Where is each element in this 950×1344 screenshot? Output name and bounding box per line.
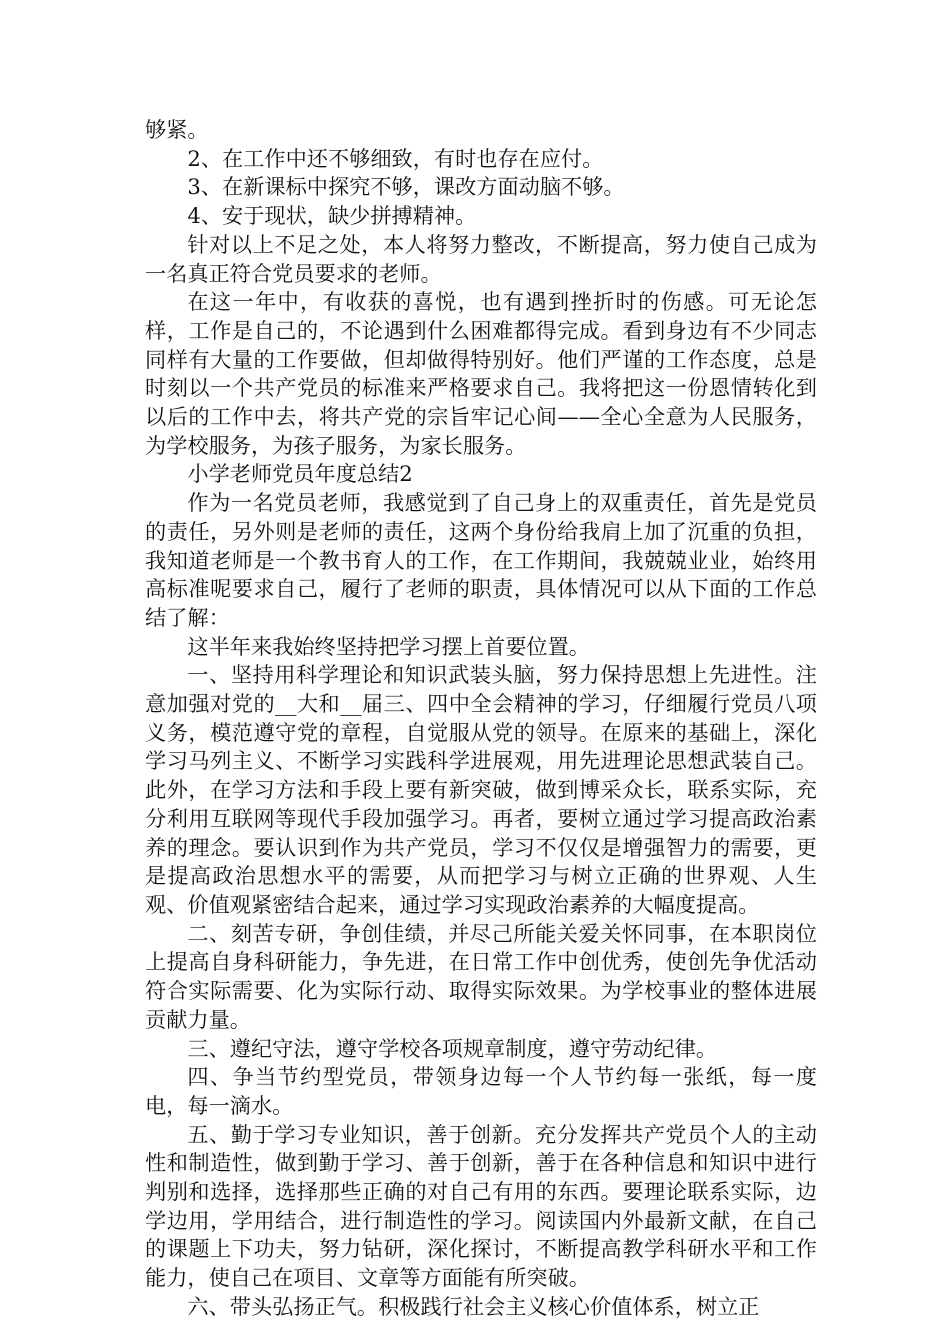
paragraph-study-priority: 这半年来我始终坚持把学习摆上首要位置。 [187, 633, 590, 659]
paragraph-item-2: 2、在工作中还不够细致，有时也存在应付。 [187, 145, 604, 171]
document-body [145, 116, 817, 1322]
paragraph-improvement: 针对以上不足之处，本人将努力整改，不断提高，努力使自己成为一名真正符合党员要求的老师。 [145, 231, 817, 286]
paragraph-reflection: 在这一年中，有收获的喜悦，也有遇到挫折时的伤感。可无论怎样，工作是自己的，不论遇到什么困难都得完成。看到身边有不少同志同样有大量的工作要做，但却做得特别好。他们严谨的工作态度，总是时刻以一个共产党员的标准来严格要求自己。我将把这一份恩情转化到以后的工作中去，将共产党的宗旨牢记心间——全心全意为人民服务，为学校服务，为孩子服务，为家长服务。 [145, 289, 817, 458]
paragraph-point-3: 三、遵纪守法，遵守学校各项规章制度，遵守劳动纪律。 [187, 1035, 718, 1061]
paragraph-item-3: 3、在新课标中探究不够，课改方面动脑不够。 [187, 174, 625, 200]
paragraph-continuation: 够紧。 [145, 117, 209, 142]
paragraph-point-4: 四、争当节约型党员，带领身边每一个人节约每一张纸，每一度电，每一滴水。 [145, 1064, 817, 1118]
paragraph-point-2: 二、刻苦专研，争创佳绩，并尽己所能关爱关怀同事，在本职岗位上提高自身科研能力，争先进，在日常工作中创优秀，使创先争优活动符合实际需要、化为实际行动、取得实际效果。为学校事业的整体进展贡献力量。 [145, 920, 817, 1032]
paragraph-point-1: 一、坚持用科学理论和知识武装头脑，努力保持思想上先进性。注意加强对党的__大和__届三、四中全会精神的学习，仔细履行党员八项义务，模范遵守党的章程，自觉服从党的领导。在原来的基础上，深化学习马列主义、不断学习实践科学进展观，用先进理论思想武装自己。此外，在学习方法和手段上要有新突破，做到博采众长，联系实际，充分利用互联网等现代手段加强学习。再者，要树立通过学习提高政治素养的理念。要认识到作为共产党员，学习不仅仅是增强智力的需要，更是提高政治思想水平的需要，从而把学习与树立正确的世界观、人生观、价值观紧密结合起来，通过学习实现政治素养的大幅度提高。 [145, 662, 817, 917]
paragraph-intro: 作为一名党员老师，我感觉到了自己身上的双重责任，首先是党员的责任，另外则是老师的责任，这两个身份给我肩上加了沉重的负担，我知道老师是一个教书育人的工作，在工作期间，我兢兢业业，始终用高标准呢要求自己，履行了老师的职责，具体情况可以从下面的工作总结了解： [145, 490, 817, 630]
paragraph-item-4: 4、安于现状，缺少拼搏精神。 [187, 203, 477, 229]
paragraph-point-6: 六、带头弘扬正气。积极践行社会主义核心价值体系，树立正 [187, 1293, 760, 1319]
section-heading: 小学老师党员年度总结2 [187, 461, 413, 487]
paragraph-point-5: 五、勤于学习专业知识，善于创新。充分发挥共产党员个人的主动性和制造性，做到勤于学习、善于创新，善于在各种信息和知识中进行判别和选择，选择那些正确的对自己有用的东西。要理论联系实际，边学边用，学用结合，进行制造性的学习。阅读国内外最新文献，在自己的课题上下功夫，努力钻研，深化探讨，不断提高教学科研水平和工作能力，使自己在项目、文章等方面能有所突破。 [145, 1121, 817, 1291]
